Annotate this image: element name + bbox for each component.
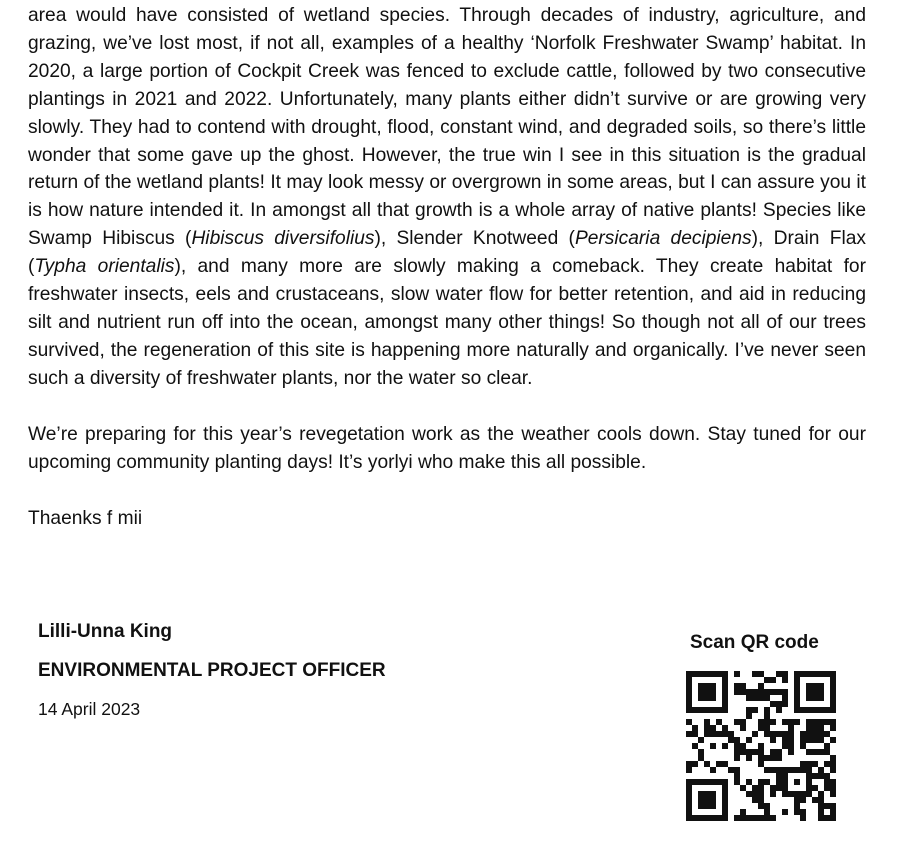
species-name: Persicaria decipiens	[574, 228, 752, 250]
signature-block	[38, 620, 538, 721]
qr-caption: Scan QR code	[690, 632, 819, 653]
letter-body	[28, 0, 866, 532]
paragraph-text: ), and many more are slowly making a comeback. They create habitat for freshwater insects, eels and crustaceans, slow water flow for better retention, and aid in reducing silt and nutrient run off into the ocean, amongst many other things! So though not all of our trees survived, the regeneration of this site is happening more naturally and organically. I’ve never seen such a diversity of freshwater plants, nor the water so clear.	[28, 256, 866, 389]
signatory-title: ENVIRONMENTAL PROJECT OFFICER	[38, 660, 386, 681]
species-name: Hibiscus diversifolius	[191, 228, 375, 250]
species-name: Typha orientalis	[34, 256, 175, 278]
body-paragraph-1	[28, 2, 866, 393]
body-paragraph-2: We’re preparing for this year’s revegetation work as the weather cools down. Stay tuned for our upcoming community planting days! It’s yorlyi who make this all possible.	[28, 423, 866, 473]
paragraph-text: ), Slender Knotweed (	[374, 228, 575, 250]
letter-date: 14 April 2023	[38, 699, 141, 719]
qr-code-icon[interactable]	[686, 671, 836, 821]
closing-line: Thaenks f mii	[28, 507, 143, 529]
paragraph-text: ), Drain Flax (	[28, 228, 866, 278]
signatory-name: Lilli-Unna King	[38, 621, 173, 642]
paragraph-text: area would have consisted of wetland species. Through decades of industry, agriculture, and grazing, we’ve lost most, if not all, examples of a healthy ‘Norfolk Freshwater Swamp’ habitat. In 2020, a large portion of Cockpit Creek was fenced to exclude cattle, followed by two consecutive plantings in 2021 and 2022. Unfortunately, many plants either didn’t survive or are growing very slowly. They had to contend with drought, flood, constant wind, and degraded soils, so there’s little wonder that some gave up the ghost. However, the true win I see in this situation is the gradual return of the wetland plants! It may look messy or overgrown in some areas, but I can assure you it is how nature intended it. In amongst all that growth is a whole array of native plants! Species like Swamp Hibiscus (	[28, 5, 866, 250]
